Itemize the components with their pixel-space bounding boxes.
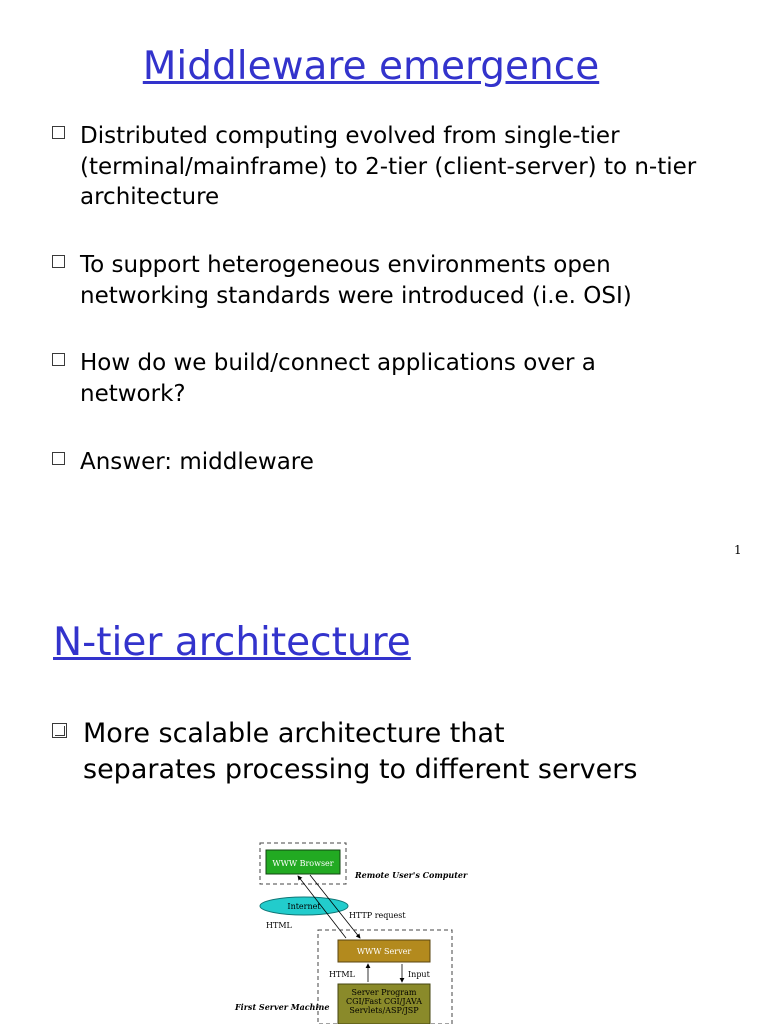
bullet-text: To support heterogeneous environments open networking standards were introduced (i.e. OSI): [80, 252, 632, 309]
browser-label: WWW Browser: [272, 859, 334, 868]
slide-title: N-tier architecture: [53, 620, 411, 665]
bullet-text: Distributed computing evolved from single-tier (terminal/mainframe) to 2-tier (client-server) to n-tier architecture: [80, 123, 697, 210]
bullet-text: How do we build/connect applications over a network?: [80, 350, 596, 407]
bullet-item: [52, 250, 720, 311]
architecture-diagram: [228, 840, 468, 1024]
www-server-label: WWW Server: [356, 947, 412, 956]
bullet-box-icon: [52, 126, 65, 139]
server-program-line: Servlets/ASP/JSP: [349, 1006, 419, 1015]
bullet-item: [52, 121, 720, 213]
internet-label: Internet: [287, 902, 321, 911]
http-request-label: HTTP request: [349, 911, 406, 920]
bullet-box-icon: [52, 353, 65, 366]
bullet-item: [52, 348, 680, 409]
html-inner-label: HTML: [329, 970, 355, 979]
bullet-text: Answer: middleware: [80, 449, 314, 475]
bullet-item: [52, 716, 643, 788]
bullet-box-icon: [52, 723, 67, 738]
input-label: Input: [408, 970, 430, 979]
remote-computer-label: Remote User's Computer: [355, 870, 468, 880]
bullet-box-icon: [52, 255, 65, 268]
bullet-text: More scalable architecture that separates processing to different servers: [83, 718, 638, 785]
bullet-item: [52, 447, 720, 478]
server-program-line: CGI/Fast CGI/JAVA: [346, 997, 422, 1006]
first-server-label: First Server Machine: [235, 1002, 330, 1012]
server-program-line: Server Program: [351, 988, 417, 997]
slide-title: Middleware emergence: [142, 44, 600, 89]
page-number: 1: [734, 543, 742, 557]
bullet-box-icon: [52, 452, 65, 465]
html-label: HTML: [266, 921, 292, 930]
